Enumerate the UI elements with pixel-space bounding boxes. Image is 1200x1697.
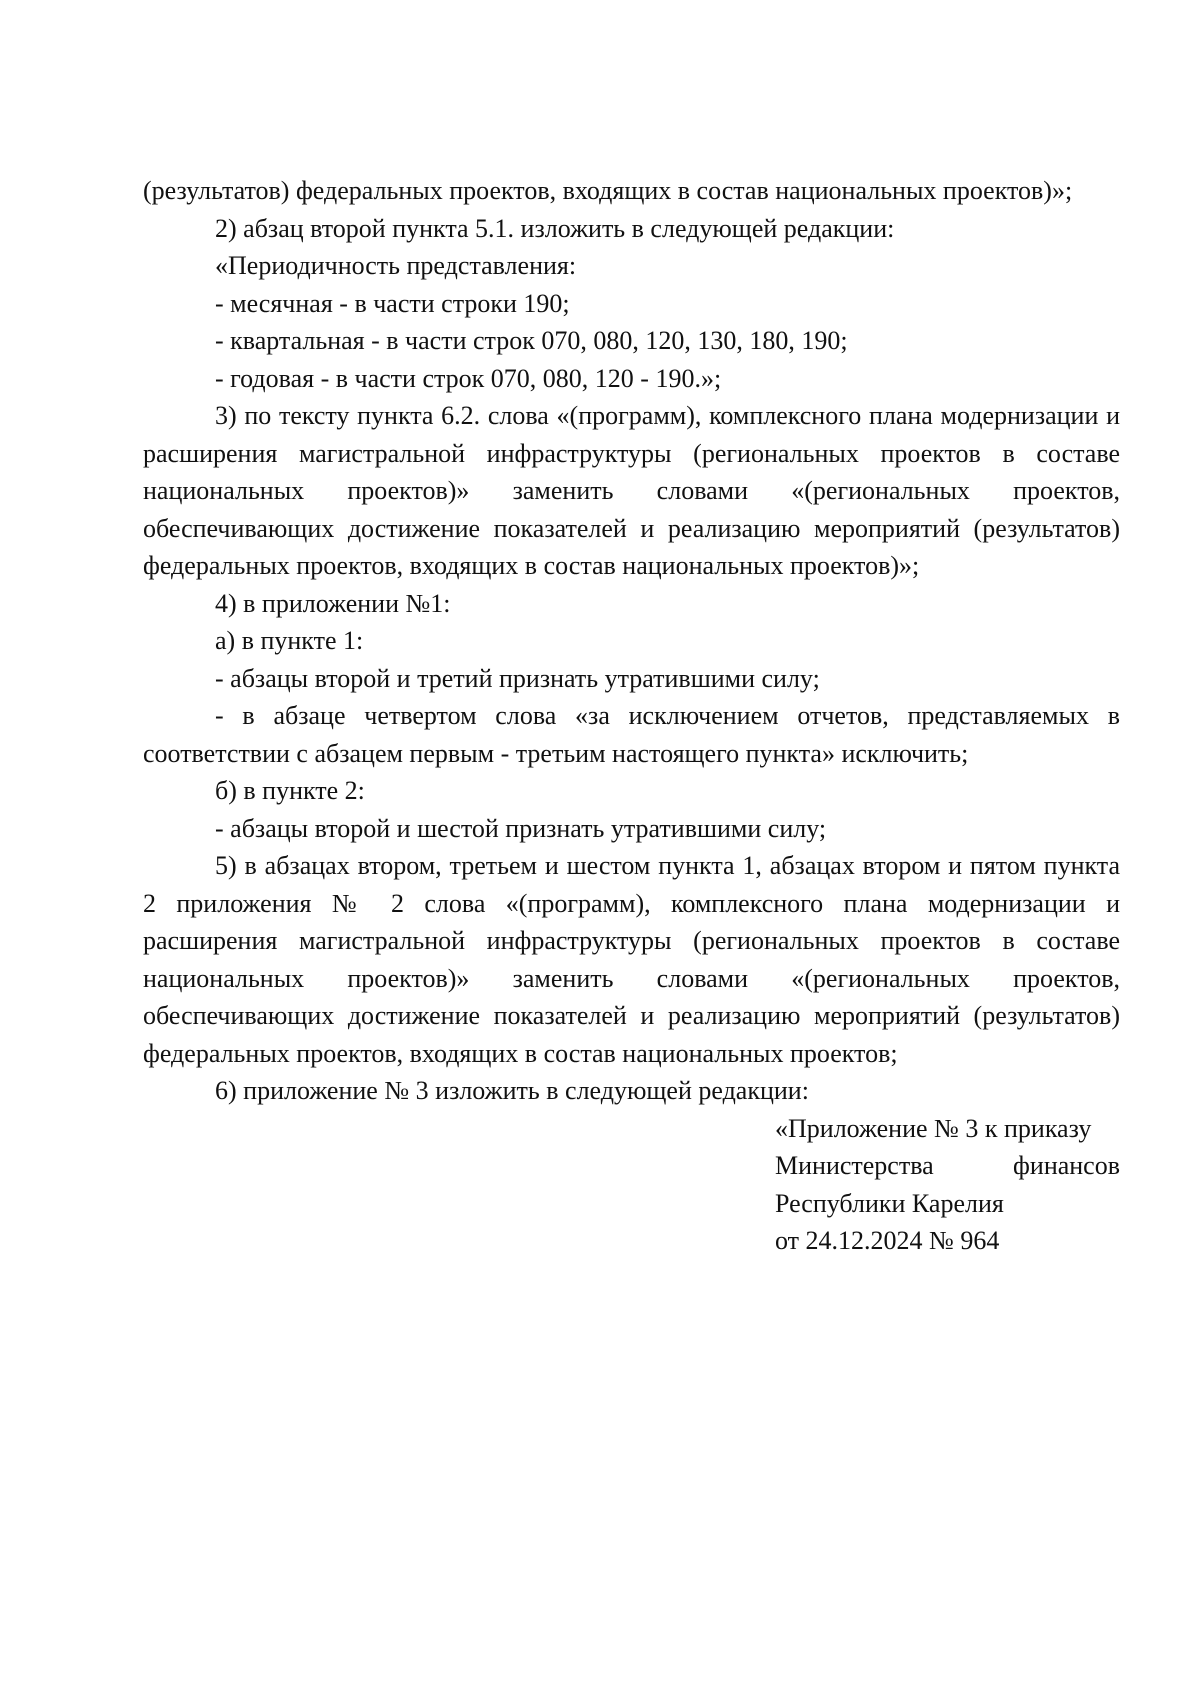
appendix-header-line-4: от 24.12.2024 № 964	[775, 1226, 1000, 1255]
paragraph-annual: - годовая - в части строк 070, 080, 120 - 190.»;	[215, 363, 722, 393]
paragraph-item-5: 5) в абзацах втором, третьем и шестом пункта 1, абзацах втором и пятом пункта 2 приложения № 2 слова «(программ), комплексного плана модернизации и расширения магистральной инфраструктуры (региональных проектов в составе национальных проектов)» заменить словами «(региональных проектов, обеспечивающих достижение показателей и реализацию мероприятий (результатов) федеральных проектов, входящих в состав национальных проектов;	[143, 851, 1120, 1068]
paragraph-item-4a: а) в пункте 1:	[215, 626, 364, 655]
paragraph-item-4a-1: - абзацы второй и третий признать утратившими силу;	[215, 663, 820, 693]
paragraph-item-2: 2) абзац второй пункта 5.1. изложить в следующей редакции:	[215, 213, 895, 243]
paragraph-item-3: 3) по тексту пункта 6.2. слова «(программ), комплексного плана модернизации и расширения магистральной инфраструктуры (региональных проектов в составе национальных проектов)» заменить словами «(региональных проектов, обеспечивающих достижение показателей и реализацию мероприятий (результатов) федеральных проектов, входящих в состав национальных проектов)»;	[143, 401, 1120, 580]
appendix-header-line-1: «Приложение № 3 к приказу	[775, 1113, 1092, 1143]
paragraph-item-6: 6) приложение № 3 изложить в следующей редакции:	[215, 1076, 809, 1105]
document-page	[143, 172, 1120, 1260]
appendix-header	[775, 1110, 1120, 1260]
paragraph-monthly: - месячная - в части строки 190;	[215, 288, 570, 318]
paragraph-item-4b: б) в пункте 2:	[215, 776, 365, 805]
appendix-header-line-3: Республики Карелия	[775, 1188, 1004, 1218]
paragraph-item-4: 4) в приложении №1:	[215, 588, 451, 618]
appendix-header-line-2: Министерства финансов	[775, 1151, 1120, 1180]
paragraph-periodicity-heading: «Периодичность представления:	[215, 251, 577, 280]
paragraph-item-4b-1: - абзацы второй и шестой признать утратившими силу;	[215, 813, 827, 843]
paragraph-item-4a-2: - в абзаце четвертом слова «за исключением отчетов, представляемых в соответствии с абзацем первым - третьим настоящего пункта» исключить;	[143, 701, 1120, 768]
paragraph-quarterly: - квартальная - в части строк 070, 080, 120, 130, 180, 190;	[215, 326, 848, 355]
paragraph-continuation: (результатов) федеральных проектов, входящих в состав национальных проектов)»;	[143, 176, 1073, 205]
